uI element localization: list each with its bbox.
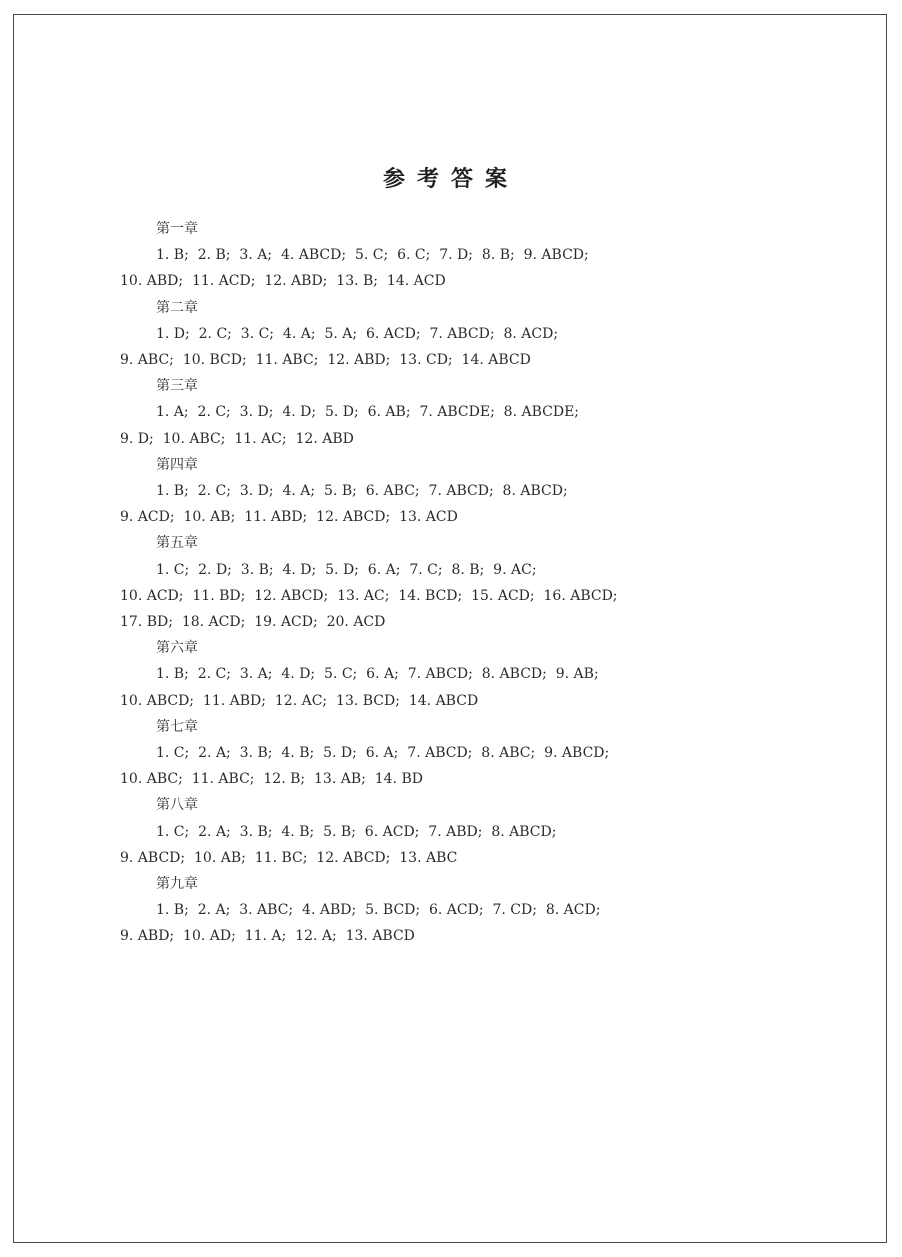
answer-list xyxy=(120,216,780,950)
chapter-heading: 第六章 xyxy=(156,640,198,657)
answer-line: 9. ABD; 10. AD; 11. A; 12. A; 13. ABCD xyxy=(120,928,415,945)
answer-line: 1. C; 2. A; 3. B; 4. B; 5. D; 6. A; 7. ABCD; 8. ABC; 9. ABCD; xyxy=(156,745,610,762)
page-title: 参考答案 xyxy=(382,167,519,192)
answer-line: 1. A; 2. C; 3. D; 4. D; 5. D; 6. AB; 7. ABCDE; 8. ABCDE; xyxy=(156,404,580,421)
answer-line: 9. D; 10. ABC; 11. AC; 12. ABD xyxy=(120,430,354,447)
answer-line: 1. B; 2. C; 3. D; 4. A; 5. B; 6. ABC; 7. ABCD; 8. ABCD; xyxy=(156,483,568,500)
chapter-8 xyxy=(120,792,780,871)
chapter-9 xyxy=(120,871,780,950)
answer-line: 10. ABC; 11. ABC; 12. B; 13. AB; 14. BD xyxy=(120,771,423,788)
answer-line: 1. B; 2. A; 3. ABC; 4. ABD; 5. BCD; 6. ACD; 7. CD; 8. ACD; xyxy=(156,902,601,919)
answer-line: 10. ACD; 11. BD; 12. ABCD; 13. AC; 14. BCD; 15. ACD; 16. ABCD; xyxy=(120,587,618,604)
chapter-heading: 第二章 xyxy=(156,299,198,316)
answer-line: 10. ABD; 11. ACD; 12. ABD; 13. B; 14. ACD xyxy=(120,273,446,290)
answer-line: 1. C; 2. A; 3. B; 4. B; 5. B; 6. ACD; 7. ABD; 8. ABCD; xyxy=(156,823,557,840)
chapter-heading: 第九章 xyxy=(156,876,198,893)
answer-line: 1. C; 2. D; 3. B; 4. D; 5. D; 6. A; 7. C; 8. B; 9. AC; xyxy=(156,561,537,578)
chapter-heading: 第八章 xyxy=(156,797,198,814)
chapter-heading: 第一章 xyxy=(156,221,198,237)
answer-line: 17. BD; 18. ACD; 19. ACD; 20. ACD xyxy=(120,614,386,631)
chapter-heading: 第五章 xyxy=(156,535,198,552)
chapter-6 xyxy=(120,635,780,714)
chapter-heading: 第三章 xyxy=(156,378,198,395)
chapter-7 xyxy=(120,714,780,793)
chapter-heading: 第四章 xyxy=(156,456,198,473)
answer-line: 1. B; 2. B; 3. A; 4. ABCD; 5. C; 6. C; 7. D; 8. B; 9. ABCD; xyxy=(156,247,589,264)
answer-line: 9. ABC; 10. BCD; 11. ABC; 12. ABD; 13. CD; 14. ABCD xyxy=(120,352,531,369)
answer-line: 9. ACD; 10. AB; 11. ABD; 12. ABCD; 13. ACD xyxy=(120,509,458,526)
chapter-2 xyxy=(120,295,780,374)
chapter-3 xyxy=(120,373,780,452)
answer-line: 9. ABCD; 10. AB; 11. BC; 12. ABCD; 13. ABC xyxy=(120,849,458,866)
chapter-5 xyxy=(120,530,780,635)
chapter-heading: 第七章 xyxy=(156,718,198,735)
chapter-4 xyxy=(120,452,780,531)
answer-line: 1. B; 2. C; 3. A; 4. D; 5. C; 6. A; 7. ABCD; 8. ABCD; 9. AB; xyxy=(156,666,599,683)
answer-line: 10. ABCD; 11. ABD; 12. AC; 13. BCD; 14. ABCD xyxy=(120,692,479,709)
answer-line: 1. D; 2. C; 3. C; 4. A; 5. A; 6. ACD; 7. ABCD; 8. ACD; xyxy=(156,325,559,342)
chapter-1 xyxy=(120,216,780,295)
